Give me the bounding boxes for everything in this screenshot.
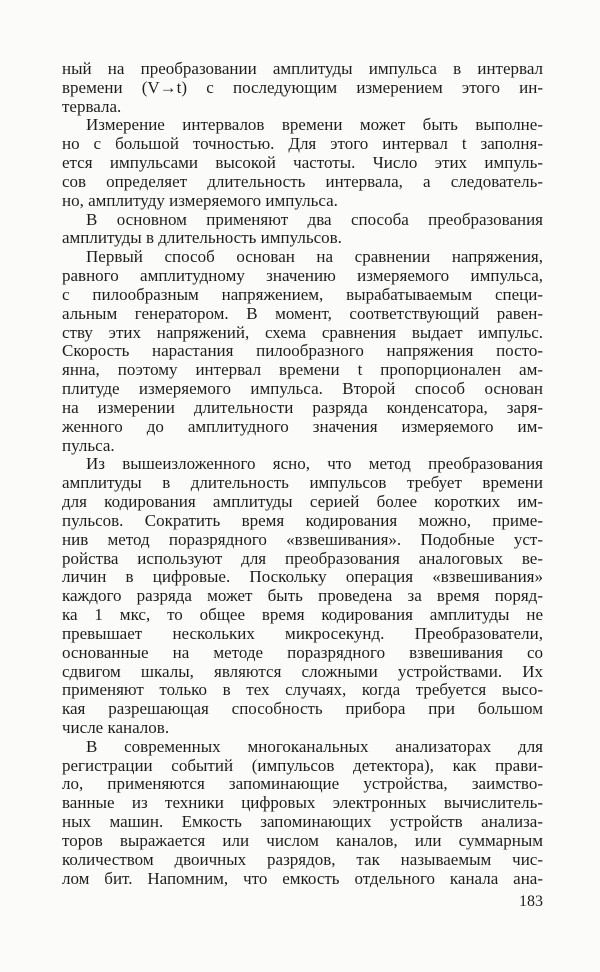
- text-line: но с большой точностью. Для этого интервал t заполня-: [62, 134, 543, 154]
- text-line: сов определяет длительность интервала, а следователь-: [62, 171, 543, 191]
- text-line: но, амплитуду измеряемого импульса.: [62, 190, 338, 210]
- page-number: 183: [519, 893, 543, 910]
- text-line: на измерении длительности разряда конденсатора, заря-: [62, 397, 543, 417]
- text-line: нив метод поразрядного «взвешивания». Подобные уст-: [62, 529, 543, 549]
- text-line: ству этих напряжений, схема сравнения выдает импульс.: [62, 322, 543, 342]
- text-line: тервала.: [62, 96, 122, 116]
- text-line: Скорость нарастания пилообразного напряжения посто-: [62, 341, 543, 361]
- text-line: ется импульсами высокой частоты. Число этих импуль-: [62, 153, 543, 173]
- text-line: В современных многоканальных анализаторах для: [86, 736, 543, 756]
- paragraph: [62, 211, 543, 249]
- text-line: ванные из техники цифровых электронных вычислитель-: [62, 793, 543, 813]
- text-line: ройства используют для преобразования аналоговых ве-: [62, 548, 543, 568]
- paragraph: [62, 738, 543, 889]
- text-line: количеством двоичных разрядов, так называемым чис-: [62, 849, 543, 869]
- text-line: равного амплитудному значению измеряемого импульса,: [62, 266, 543, 286]
- text-line: ных машин. Емкость запоминающих устройств анализа-: [62, 812, 543, 832]
- text-line: ка 1 мкс, то общее время кодирования амплитуды не: [62, 605, 543, 625]
- text-line: числе каналов.: [62, 717, 170, 737]
- text-line: применяют только в тех случаях, когда требуется высо-: [62, 680, 543, 700]
- text-line: с пилообразным напряжением, вырабатываемым специ-: [62, 284, 543, 304]
- text-line: регистрации событий (импульсов детектора), как прави-: [62, 755, 543, 775]
- text-line: пульса.: [62, 435, 115, 455]
- text-line: плитуде измеряемого импульса. Второй способ основан: [62, 379, 543, 399]
- text-line: ло, применяются запоминающие устройства, заимство-: [62, 774, 543, 794]
- text-line: для кодирования амплитуды серией более коротких им-: [62, 492, 543, 512]
- text-line: амплитуды в длительность импульсов требует времени: [62, 473, 543, 493]
- text-line: каждого разряда может быть проведена за время поряд-: [62, 586, 543, 606]
- text-line: пульсов. Сократить время кодирования можно, приме-: [62, 510, 543, 530]
- text-line: янна, поэтому интервал времени t пропорционален ам-: [62, 360, 543, 380]
- paragraph: [62, 455, 543, 737]
- text-line: амплитуды в длительность импульсов.: [62, 228, 342, 248]
- text-line: основанные на методе поразрядного взвешивания со: [62, 642, 543, 662]
- text-line: Измерение интервалов времени может быть выполне-: [86, 115, 543, 135]
- text-line: В основном применяют два способа преобразования: [86, 209, 543, 229]
- paragraph: [62, 60, 543, 116]
- text-line: Первый способ основан на сравнении напряжения,: [86, 247, 543, 267]
- text-line: торов выражается или числом каналов, или суммарным: [62, 830, 543, 850]
- text-line: ный на преобразовании амплитуды импульса в интервал: [62, 59, 543, 78]
- text-line: превышает нескольких микросекунд. Преобразователи,: [62, 623, 543, 643]
- text-line: сдвигом шкалы, являются сложными устройствами. Их: [62, 661, 543, 681]
- text-line: времени (V→t) с последующим измерением этого ин-: [62, 77, 543, 97]
- text-line: Из вышеизложенного ясно, что метод преобразования: [86, 454, 543, 474]
- text-line: личин в цифровые. Поскольку операция «взвешивания»: [62, 567, 543, 587]
- paragraph: [62, 248, 543, 455]
- body-text: [62, 60, 543, 888]
- text-line: женного до амплитудного значения измеряемого им-: [62, 416, 543, 436]
- text-line: лом бит. Напомним, что емкость отдельного канала ана-: [62, 868, 543, 888]
- paragraph: [62, 116, 543, 210]
- text-line: альным генератором. В момент, соответствующий равен-: [62, 303, 543, 323]
- text-line: кая разрешающая способность прибора при большом: [62, 699, 543, 719]
